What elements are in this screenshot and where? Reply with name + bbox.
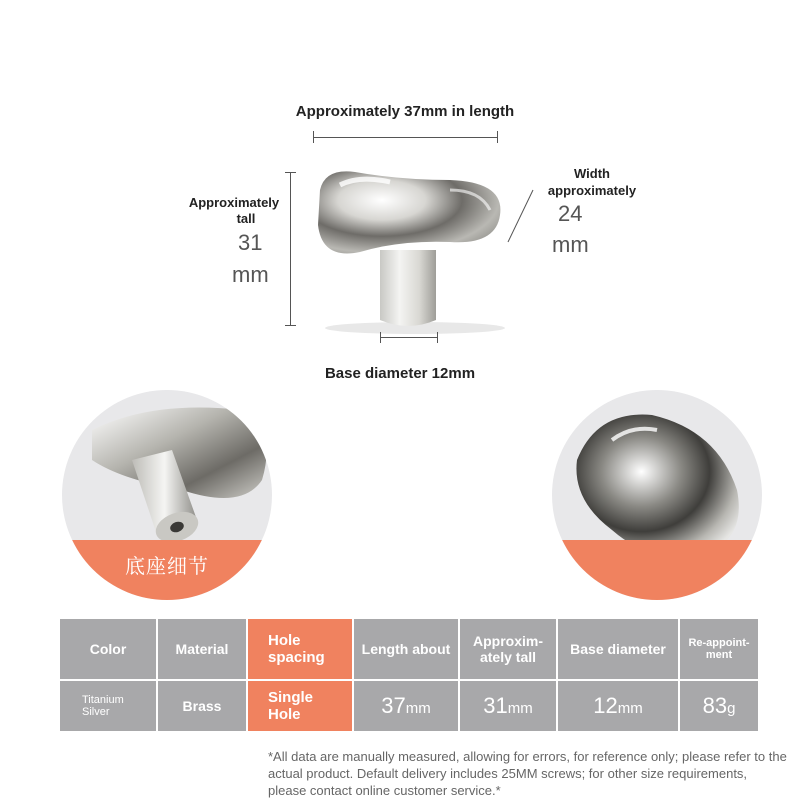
height-line-cap-bottom xyxy=(285,325,296,326)
header-weight: Re-appoint-ment xyxy=(680,619,758,679)
detail-circle-left xyxy=(62,390,272,600)
length-line-cap-right xyxy=(497,131,498,143)
detail-band-right xyxy=(552,540,762,600)
value-length-num: 37 xyxy=(381,693,406,718)
knob-product-image xyxy=(300,160,540,340)
spec-header-row xyxy=(60,619,758,679)
width-label-line1: Width xyxy=(574,166,610,181)
spec-value-row xyxy=(60,681,758,731)
detail-caption-band xyxy=(62,540,272,600)
width-unit: mm xyxy=(552,232,589,257)
value-length xyxy=(354,681,458,731)
height-label xyxy=(170,195,298,227)
detail-circle-right xyxy=(552,390,762,600)
header-length: Length about xyxy=(354,619,458,679)
base-line-cap-left xyxy=(380,332,381,343)
base-line-cap-right xyxy=(437,332,438,343)
value-hole: Single Hole xyxy=(248,681,352,731)
base-line xyxy=(380,337,438,338)
value-weight-num: 83 xyxy=(702,693,728,718)
value-base xyxy=(558,681,678,731)
base-label: Base diameter 12mm xyxy=(324,365,476,382)
height-label-line2: tall xyxy=(236,211,256,226)
height-label-line1: Approximately xyxy=(188,195,280,210)
value-material: Brass xyxy=(158,681,246,731)
height-line xyxy=(290,172,291,326)
height-line-cap-top xyxy=(285,172,296,173)
header-base-diameter: Base diameter xyxy=(558,619,678,679)
width-value: 24 xyxy=(558,201,583,226)
width-label-line2: approximately xyxy=(547,183,637,198)
header-color: Color xyxy=(60,619,156,679)
value-base-unit: mm xyxy=(617,700,643,717)
header-material: Material xyxy=(158,619,246,679)
header-hole-spacing: Hole spacing xyxy=(248,619,352,679)
spec-table xyxy=(58,617,760,733)
value-base-num: 12 xyxy=(593,693,618,718)
footnote: *All data are manually measured, allowing for errors, for reference only; please refer to the actual product. Default delivery includes 25MM screws; for other size requirements, please contact online customer service.* xyxy=(268,749,787,798)
value-color: Titanium Silver xyxy=(60,681,156,731)
detail-caption: 底座细节 xyxy=(125,554,209,578)
value-tall-num: 31 xyxy=(483,693,508,718)
header-tall: Approxim-ately tall xyxy=(460,619,556,679)
value-weight xyxy=(680,681,758,731)
value-tall-unit: mm xyxy=(507,700,533,717)
length-line xyxy=(313,137,498,138)
height-value: 31 xyxy=(238,230,263,255)
length-label: Approximately 37mm in length xyxy=(295,103,515,120)
width-label xyxy=(540,165,644,199)
length-line-cap-left xyxy=(313,131,314,143)
value-length-unit: mm xyxy=(405,700,431,717)
value-tall xyxy=(460,681,556,731)
value-weight-unit: g xyxy=(727,700,736,717)
height-unit: mm xyxy=(232,262,269,287)
